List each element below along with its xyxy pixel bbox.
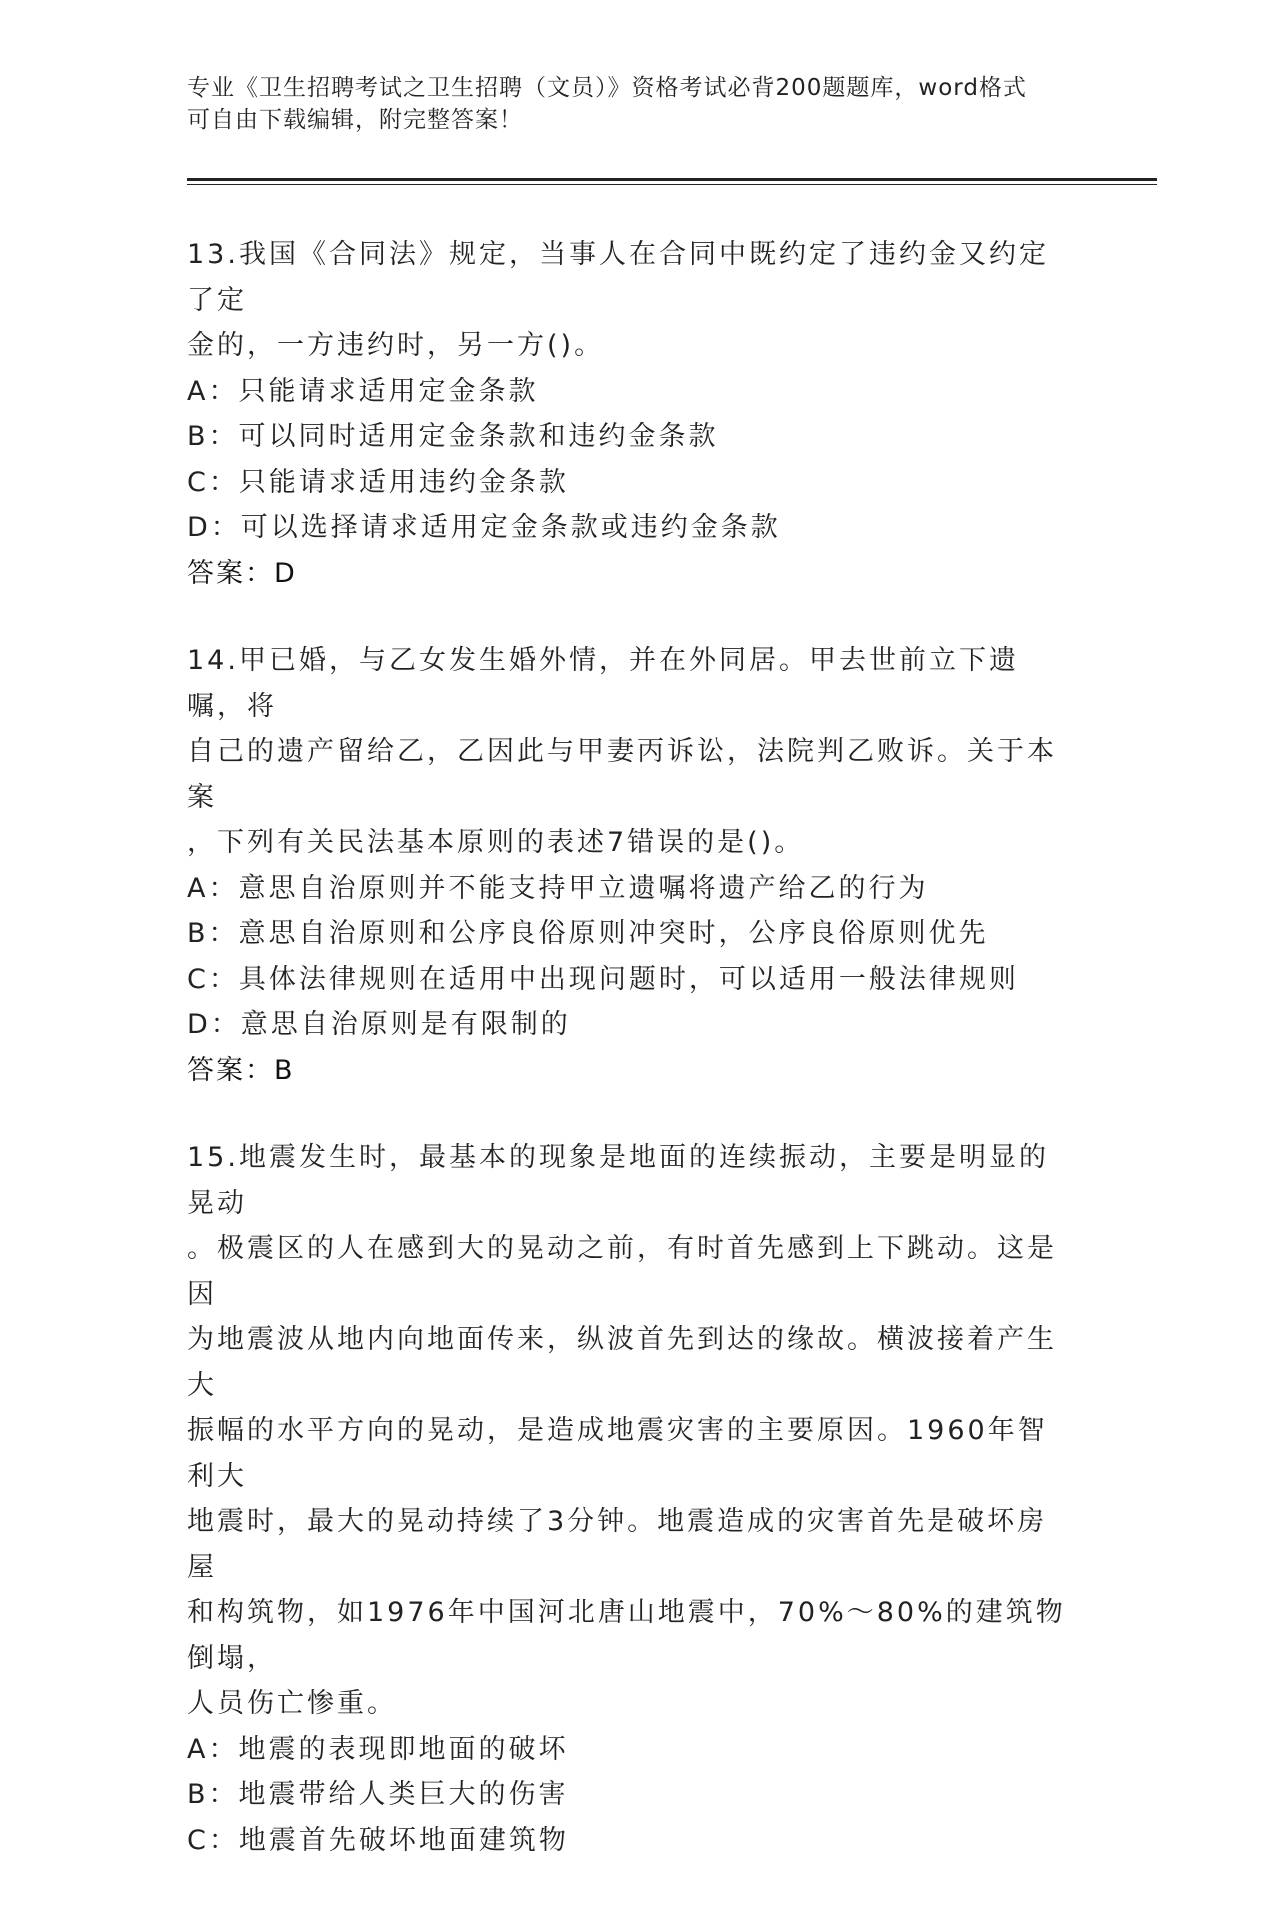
option-a: A：只能请求适用定金条款 <box>187 375 539 407</box>
option-c: C：具体法律规则在适用中出现问题时，可以适用一般法律规则 <box>187 963 1019 995</box>
question-stem-line: 14.甲已婚，与乙女发生婚外情，并在外同居。甲去世前立下遗嘱，将 <box>187 645 1019 722</box>
question-stem-line: ，下列有关民法基本原则的表述7错误的是()。 <box>187 827 805 858</box>
answer-line: 答案：B <box>187 1054 295 1086</box>
header-line-1: 专业《卫生招聘考试之卫生招聘（文员）》资格考试必背200题题库，word格式 <box>187 75 1027 101</box>
question-stem-line: 15.地震发生时，最基本的现象是地面的连续振动，主要是明显的晃动 <box>187 1142 1049 1219</box>
option-c: C：只能请求适用违约金条款 <box>187 466 569 498</box>
option-b: B：地震带给人类巨大的伤害 <box>187 1779 569 1810</box>
question-stem-line: 和构筑物，如1976年中国河北唐山地震中，70%～80%的建筑物倒塌， <box>187 1597 1066 1674</box>
question-stem-line: 自己的遗产留给乙，乙因此与甲妻丙诉讼，法院判乙败诉。关于本案 <box>187 736 1057 813</box>
question-stem-line: 13.我国《合同法》规定，当事人在合同中既约定了违约金又约定了定 <box>187 239 1049 316</box>
header-divider-thin <box>187 184 1157 185</box>
answer-line: 答案：D <box>187 557 297 589</box>
option-b: B：可以同时适用定金条款和违约金条款 <box>187 421 719 452</box>
option-a: A：地震的表现即地面的破坏 <box>187 1733 569 1765</box>
option-d: D：意思自治原则是有限制的 <box>187 1009 571 1040</box>
option-a: A：意思自治原则并不能支持甲立遗嘱将遗产给乙的行为 <box>187 872 929 904</box>
option-c: C：地震首先破坏地面建筑物 <box>187 1824 569 1856</box>
question-14 <box>187 638 1067 1093</box>
question-15 <box>187 1135 1067 1863</box>
question-stem-line: 地震时，最大的晃动持续了3分钟。地震造成的灾害首先是破坏房屋 <box>187 1506 1048 1583</box>
document-header <box>187 72 1067 136</box>
question-13 <box>187 232 1067 596</box>
option-d: D：可以选择请求适用定金条款或违约金条款 <box>187 512 781 543</box>
question-stem-line: 为地震波从地内向地面传来，纵波首先到达的缘故。横波接着产生大 <box>187 1324 1057 1401</box>
question-list <box>187 232 1067 1905</box>
question-stem-line: 人员伤亡惨重。 <box>187 1688 397 1719</box>
question-stem-line: 。极震区的人在感到大的晃动之前，有时首先感到上下跳动。这是因 <box>187 1233 1057 1310</box>
option-b: B：意思自治原则和公序良俗原则冲突时，公序良俗原则优先 <box>187 918 989 949</box>
header-line-2: 可自由下载编辑，附完整答案！ <box>187 107 523 133</box>
question-stem-line: 金的，一方违约时，另一方()。 <box>187 330 605 361</box>
header-divider-thick <box>187 178 1157 181</box>
question-stem-line: 振幅的水平方向的晃动，是造成地震灾害的主要原因。1960年智利大 <box>187 1415 1048 1492</box>
